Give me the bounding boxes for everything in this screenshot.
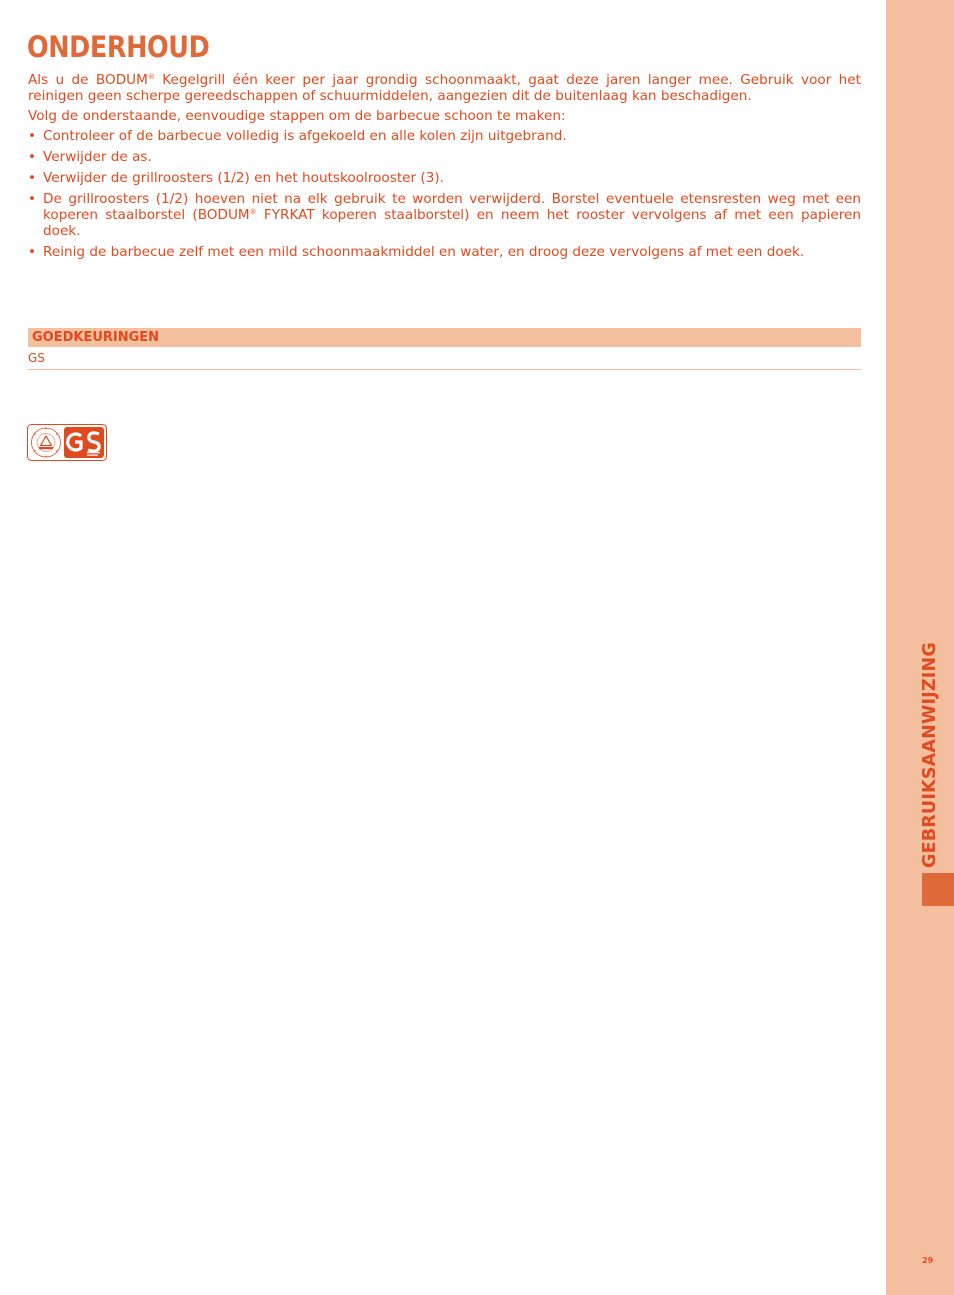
approvals-row: [28, 350, 861, 370]
list-item: [28, 170, 861, 186]
intro-text-start: Als u de BODUM: [28, 72, 148, 88]
step-text: Controleer of de barbecue volledig is afgekoeld en alle kolen zijn uitgebrand.: [43, 128, 567, 144]
sidebar-band: [886, 0, 954, 1295]
step-text: Verwijder de as.: [43, 149, 152, 165]
page-title: ONDERHOUD: [27, 30, 210, 64]
bullet-icon: •: [28, 170, 37, 186]
list-item: [28, 244, 861, 260]
list-item: [28, 191, 861, 239]
list-item: [28, 128, 861, 144]
bullet-icon: •: [28, 128, 37, 144]
maintenance-content: [28, 72, 861, 265]
intro-text-end: Kegelgrill één keer per jaar grondig schoonmaakt, gaat deze jaren langer mee. Gebruik voor het reinigen geen scherpe gereedschappen of schuurmiddelen, aangezien dit de buitenlaag kan beschadigen.: [28, 72, 861, 104]
step-text-part2: FYRKAT koperen staalborstel) en neem het rooster vervolgens af met een papieren doek.: [43, 207, 861, 239]
approvals-heading: GOEDKEURINGEN: [32, 330, 160, 345]
section-tab-marker: [922, 873, 954, 906]
step-text: Reinig de barbecue zelf met een mild schoonmaakmiddel en water, en droog deze vervolgens af met een doek.: [43, 244, 805, 260]
approval-item: GS: [28, 351, 45, 365]
bullet-icon: •: [28, 149, 37, 165]
gs-certification-logo-icon: [27, 424, 107, 461]
registered-mark: ®: [147, 73, 155, 81]
steps-intro: Volg de onderstaande, eenvoudige stappen om de barbecue schoon te maken:: [28, 108, 566, 124]
registered-mark: ®: [249, 208, 257, 216]
step-text-part1: De grillroosters (1/2) hoeven niet na elk gebruik te worden verwijderd. Borstel eventuele etensresten weg met een koperen staalborstel (BODUM: [43, 191, 861, 223]
intro-paragraph: [28, 72, 861, 104]
page-number: 29: [922, 1256, 934, 1265]
approvals-heading-bar: [28, 328, 861, 347]
cleaning-steps-list: [28, 128, 861, 260]
side-section-label: GEBRUIKSAANWIJZING: [920, 642, 940, 868]
step-text: Verwijder de grillroosters (1/2) en het houtskoolrooster (3).: [43, 170, 445, 186]
bullet-icon: •: [28, 244, 37, 260]
list-item: [28, 149, 861, 165]
bullet-icon: •: [28, 191, 37, 207]
